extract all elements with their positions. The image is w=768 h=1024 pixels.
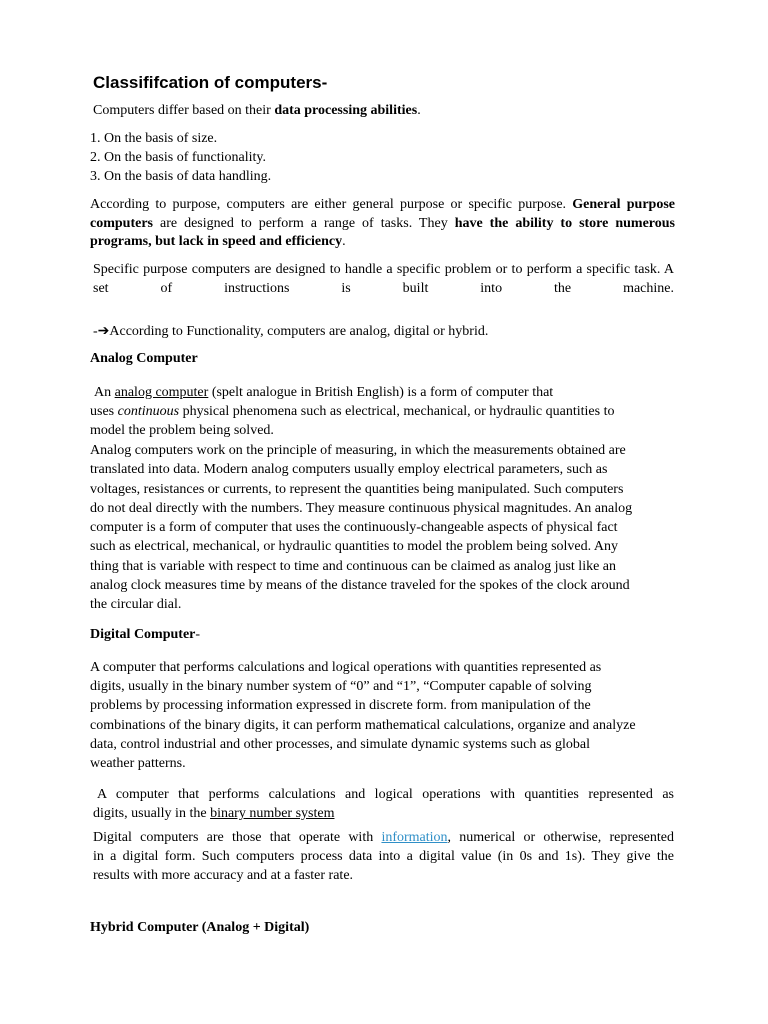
- text-line: A computer that performs calculations and logical operations with quantities represented as: [90, 660, 602, 675]
- intro-end: .: [417, 103, 421, 118]
- purpose-paragraph: [90, 196, 675, 252]
- general-purpose-term: General purpose computers: [90, 197, 675, 231]
- purpose-bold-claim: have the ability to store numerous programs, but lack in speed and efficiency: [90, 215, 675, 249]
- analog-computer-link[interactable]: analog computer: [114, 385, 209, 400]
- digital-paragraph-3: [93, 828, 674, 885]
- purpose-text-1: According to purpose, computers are either general purpose or specific purpose.: [90, 197, 573, 212]
- digital-paragraph-1: [90, 658, 690, 773]
- digital-p3-text: , numerical or otherwise, represented: [447, 830, 674, 845]
- digital-p2-text: digits, usually in the: [93, 806, 211, 821]
- intro-text: Computers differ based on their: [93, 103, 275, 118]
- hybrid-heading: Hybrid Computer (Analog + Digital): [90, 920, 310, 935]
- digital-p3-text: Digital computers are those that operate with: [93, 830, 382, 845]
- analog-heading: Analog Computer: [90, 351, 198, 366]
- text-line: results with more accuracy and at a faster rate.: [93, 868, 354, 883]
- specific-purpose-paragraph: Specific purpose computers are designed to handle a specific problem or to perform a specific task. A set of instructions is built into the machine.: [93, 262, 674, 296]
- text-line: weather patterns.: [90, 756, 186, 772]
- page-title: Classififcation of computers-: [93, 73, 328, 92]
- text-line: the circular dial.: [90, 597, 182, 612]
- functionality-line: -➔According to Functionality, computers are analog, digital or hybrid.: [93, 324, 489, 339]
- analog-p1-text: An: [94, 385, 115, 400]
- analog-paragraph-1: [90, 383, 690, 440]
- binary-number-system-link[interactable]: binary number system: [210, 806, 335, 821]
- text-line: computer is a form of computer that uses the continuously-changeable aspects of physical fact: [90, 520, 618, 535]
- list-item: 2. On the basis of functionality.: [90, 150, 267, 165]
- text-line: translated into data. Modern analog computers usually employ electrical parameters, such as: [90, 462, 608, 478]
- text-line: thing that is variable with respect to time and continuous can be claimed as analog just like an: [90, 558, 617, 574]
- text-line: voltages, resistances or currents, to represent the quantities being manipulated. Such computers: [90, 481, 624, 497]
- text-line: analog clock measures time by means of the distance traveled for the spokes of the clock around: [90, 577, 630, 593]
- intro-bold: data processing abilities: [274, 103, 418, 118]
- text-line: Analog computers work on the principle of measuring, in which the measurements obtained are: [90, 443, 626, 458]
- text-line: such as electrical, mechanical, or hydraulic quantities to model the problem being solved. Any: [90, 539, 618, 555]
- analog-p1-text: physical phenomena such as electrical, mechanical, or hydraulic quantities to: [179, 404, 615, 419]
- text-line: combinations of the binary digits, it can perform mathematical calculations, organize and analyze: [90, 717, 636, 733]
- digital-paragraph-2: [93, 785, 674, 823]
- list-item: 3. On the basis of data handling.: [90, 169, 272, 184]
- list-item: 1. On the basis of size.: [90, 131, 218, 146]
- analog-paragraph-2: [90, 441, 690, 614]
- text-line: data, control industrial and other processes, and simulate dynamic systems such as global: [90, 736, 590, 752]
- digital-heading-text: Digital Computer: [90, 627, 196, 642]
- analog-p1-text: model the problem being solved.: [90, 423, 274, 438]
- text-line: do not deal directly with the numbers. They measure continuous physical magnitudes. An analog: [90, 500, 633, 516]
- text-line: A computer that performs calculations and logical operations with quantities represented as: [97, 787, 674, 802]
- text-line: in a digital form. Such computers process data into a digital value (in 0s and 1s). They give the: [93, 849, 674, 864]
- analog-p1-text: (spelt analogue in British English) is a form of computer that: [208, 385, 554, 400]
- text-line: digits, usually in the binary number system of “0” and “1”, “Computer capable of solving: [90, 679, 592, 695]
- text-line: problems by processing information expressed in discrete form. from manipulation of the: [90, 698, 591, 714]
- purpose-text-2: are designed to perform a range of tasks. They: [153, 215, 455, 231]
- digital-heading-suffix: -: [195, 627, 201, 642]
- digital-heading: [90, 625, 200, 644]
- purpose-text-3: .: [342, 234, 346, 249]
- basis-list: [90, 129, 490, 186]
- intro-paragraph: [93, 101, 693, 120]
- information-link[interactable]: information: [381, 830, 448, 845]
- analog-p1-text: uses: [90, 404, 118, 419]
- continuous-term: continuous: [117, 404, 180, 419]
